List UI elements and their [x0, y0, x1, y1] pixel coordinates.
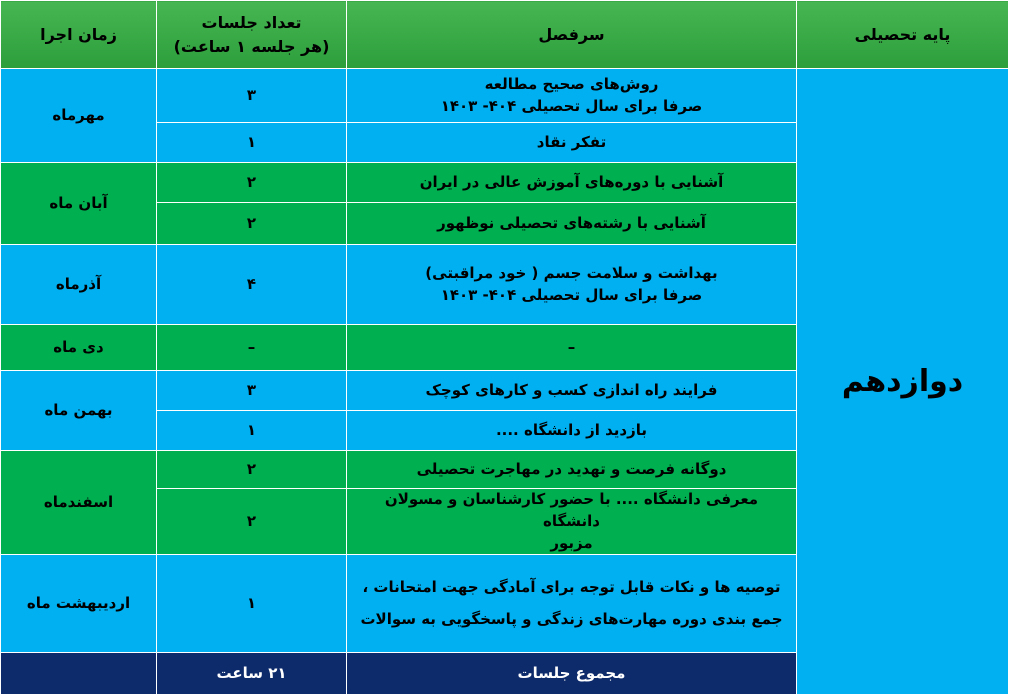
header-time: زمان اجرا	[1, 1, 157, 69]
table-row	[1, 69, 1009, 123]
sessions-cell: ۲	[157, 203, 347, 245]
sessions-cell: ۱	[157, 555, 347, 653]
month-cell: آبان ماه	[1, 163, 157, 245]
topic-line: مزبور	[550, 533, 593, 552]
topic-cell: فرایند راه اندازی کسب و کارهای کوچک	[347, 371, 797, 411]
month-cell: دی ماه	[1, 325, 157, 371]
header-sessions	[157, 1, 347, 69]
topic-cell	[347, 489, 797, 555]
topic-cell: تفکر نقاد	[347, 123, 797, 163]
topic-cell	[347, 245, 797, 325]
sessions-cell: ۳	[157, 371, 347, 411]
topic-line: صرفا برای سال تحصیلی ۴۰۴- ۱۴۰۳	[440, 285, 703, 304]
topic-cell: دوگانه فرصت و تهدید در مهاجرت تحصیلی	[347, 451, 797, 489]
footer-empty	[1, 653, 157, 695]
header-grade: پایه تحصیلی	[797, 1, 1009, 69]
month-cell: اردیبهشت ماه	[1, 555, 157, 653]
sessions-cell: ۳	[157, 69, 347, 123]
topic-cell: آشنایی با رشته‌های تحصیلی نوظهور	[347, 203, 797, 245]
sessions-cell: ۱	[157, 411, 347, 451]
topic-line: توصیه ها و نکات قابل توجه برای آمادگی جهت امتحانات ،	[362, 578, 781, 597]
header-topic: سرفصل	[347, 1, 797, 69]
header-sessions-line2: (هر جلسه ۱ ساعت)	[173, 36, 330, 56]
topic-line: معرفی دانشگاه .... با حضور کارشناسان و مسولان دانشگاه	[384, 490, 759, 530]
grade-cell: دوازدهم	[797, 69, 1009, 695]
sessions-cell: ۲	[157, 163, 347, 203]
month-cell: بهمن ماه	[1, 371, 157, 451]
topic-cell: –	[347, 325, 797, 371]
footer-total: ۲۱ ساعت	[157, 653, 347, 695]
header-sessions-line1: تعداد جلسات	[201, 13, 302, 33]
topic-line: صرفا برای سال تحصیلی ۴۰۴- ۱۴۰۳	[440, 96, 703, 115]
sessions-cell: ۱	[157, 123, 347, 163]
topic-cell: بازدید از دانشگاه ....	[347, 411, 797, 451]
topic-cell: آشنایی با دوره‌های آموزش عالی در ایران	[347, 163, 797, 203]
sessions-cell: ۴	[157, 245, 347, 325]
month-cell: آذرماه	[1, 245, 157, 325]
topic-cell	[347, 69, 797, 123]
footer-label: مجموع جلسات	[347, 653, 797, 695]
topic-line: روش‌های صحیح مطالعه	[484, 74, 659, 93]
month-cell: مهرماه	[1, 69, 157, 163]
sessions-cell: ۲	[157, 451, 347, 489]
header-row	[1, 1, 1009, 69]
topic-cell	[347, 555, 797, 653]
topic-line: جمع بندی دوره مهارت‌های زندگی و پاسخگویی به سوالات	[360, 609, 783, 628]
topic-line: بهداشت و سلامت جسم ( خود مراقبتی)	[425, 263, 718, 282]
sessions-cell: –	[157, 325, 347, 371]
month-cell: اسفندماه	[1, 451, 157, 555]
sessions-cell: ۲	[157, 489, 347, 555]
